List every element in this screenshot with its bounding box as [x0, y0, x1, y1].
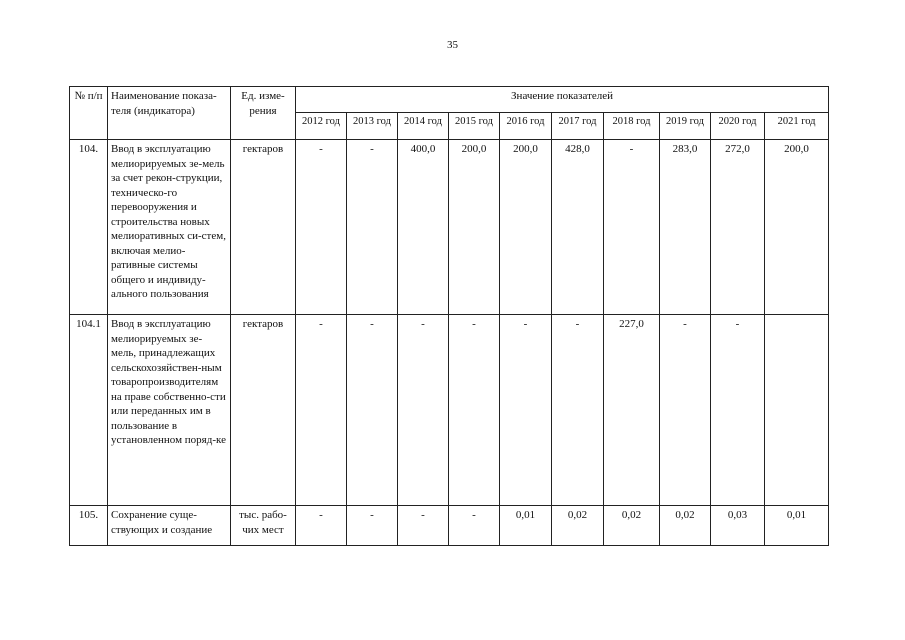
row-value: 428,0	[552, 140, 604, 315]
header-num: № п/п	[70, 87, 108, 140]
row-unit: тыс. рабо-чих мест	[231, 506, 296, 546]
header-row	[70, 87, 829, 113]
row-value: -	[347, 140, 398, 315]
row-value: -	[398, 506, 449, 546]
row-value: -	[296, 315, 347, 506]
row-unit: гектаров	[231, 315, 296, 506]
row-value: 400,0	[398, 140, 449, 315]
row-value: 0,01	[765, 506, 829, 546]
row-value: 200,0	[765, 140, 829, 315]
row-num: 104.1	[70, 315, 108, 506]
row-value	[765, 315, 829, 506]
year-header: 2012 год	[296, 113, 347, 140]
row-name: Сохранение суще-ствующих и создание	[108, 506, 231, 546]
row-value: 0,03	[711, 506, 765, 546]
year-header: 2014 год	[398, 113, 449, 140]
year-header: 2019 год	[660, 113, 711, 140]
year-header: 2021 год	[765, 113, 829, 140]
row-value: -	[660, 315, 711, 506]
row-value: -	[398, 315, 449, 506]
year-header: 2013 год	[347, 113, 398, 140]
year-header: 2015 год	[449, 113, 500, 140]
table-row	[70, 506, 829, 546]
row-num: 104.	[70, 140, 108, 315]
header-name: Наименование показа-теля (индикатора)	[108, 87, 231, 140]
indicators-table	[69, 86, 829, 546]
table-row	[70, 315, 829, 506]
row-value: 0,02	[660, 506, 711, 546]
row-value: -	[449, 506, 500, 546]
row-unit: гектаров	[231, 140, 296, 315]
row-value: -	[449, 315, 500, 506]
row-value: -	[347, 506, 398, 546]
year-header: 2017 год	[552, 113, 604, 140]
row-name: Ввод в эксплуатацию мелиорируемых зе-мель за счет рекон-струкции, техническо-го перевооружения и строительства новых мелиоративных си-стем, включая мелио-ративные системы общего и индивиду-ального пользования	[108, 140, 231, 315]
row-value: -	[296, 506, 347, 546]
row-num: 105.	[70, 506, 108, 546]
row-value: 283,0	[660, 140, 711, 315]
row-value: 200,0	[449, 140, 500, 315]
row-value: -	[711, 315, 765, 506]
row-value: -	[604, 140, 660, 315]
row-value: 0,02	[604, 506, 660, 546]
row-name: Ввод в эксплуатацию мелиорируемых зе-мель, принадлежащих сельскохозяйствен-ным товаропроизводителям на праве собственно-сти или переданных им в пользование в установленном поряд-ке	[108, 315, 231, 506]
table-row	[70, 140, 829, 315]
row-value: -	[552, 315, 604, 506]
year-header: 2016 год	[500, 113, 552, 140]
header-unit: Ед. изме-рения	[231, 87, 296, 140]
row-value: 0,02	[552, 506, 604, 546]
row-value: 272,0	[711, 140, 765, 315]
row-value: -	[296, 140, 347, 315]
row-value: 0,01	[500, 506, 552, 546]
page-number: 35	[447, 39, 458, 51]
row-value: 200,0	[500, 140, 552, 315]
row-value: -	[347, 315, 398, 506]
row-value: -	[500, 315, 552, 506]
year-header: 2018 год	[604, 113, 660, 140]
header-values: Значение показателей	[296, 87, 829, 113]
year-header: 2020 год	[711, 113, 765, 140]
row-value: 227,0	[604, 315, 660, 506]
